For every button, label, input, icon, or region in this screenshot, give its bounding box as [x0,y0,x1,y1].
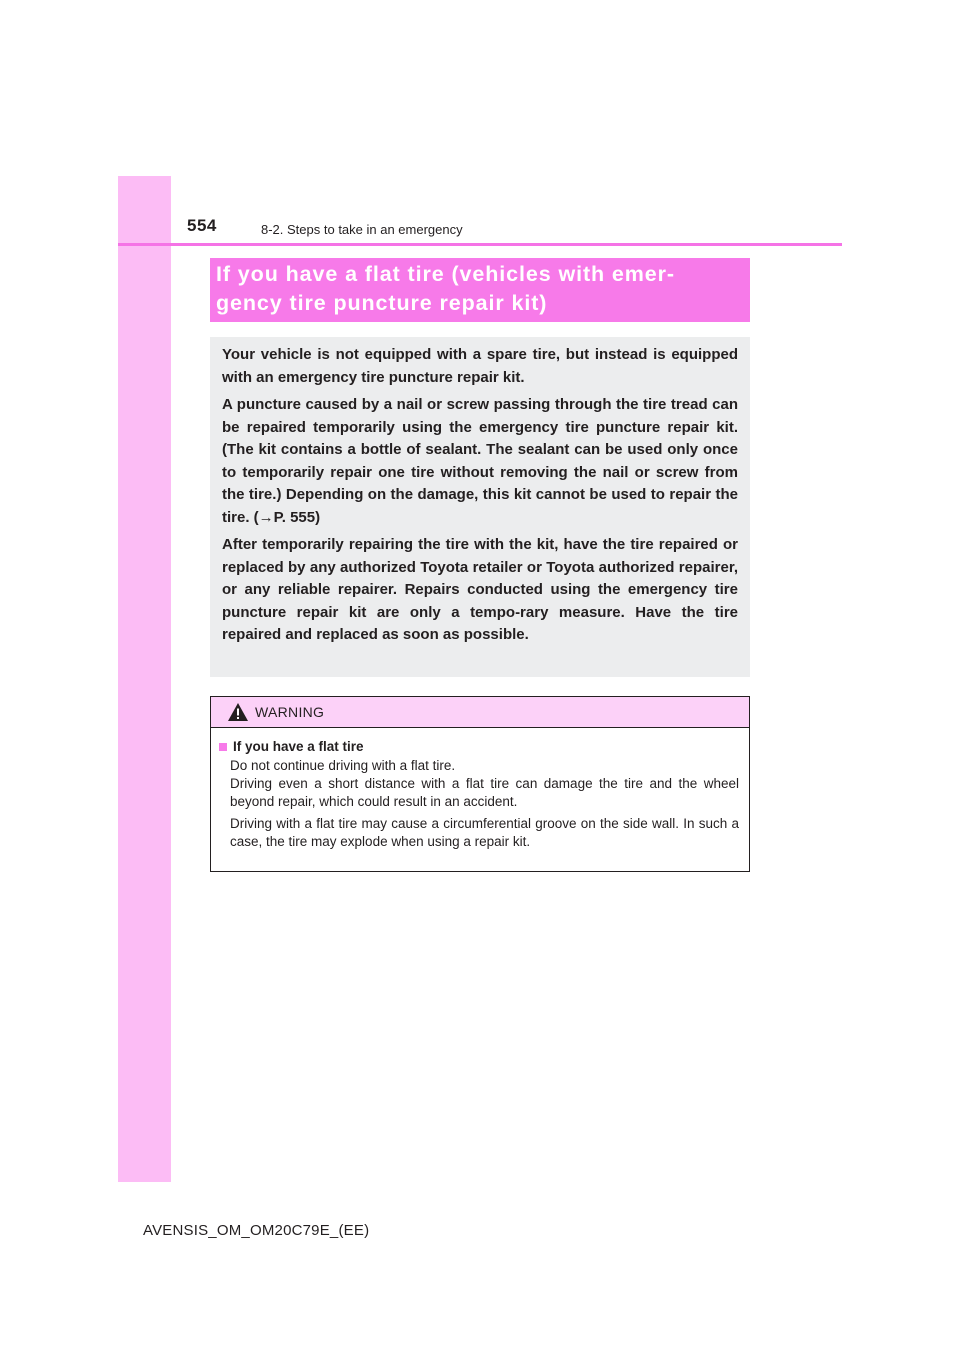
page-number: 554 [187,216,217,235]
warning-box [210,696,750,872]
intro-paragraph-2: A puncture caused by a nail or screw passing through the tire tread can be repaired temporarily using the emergency tire puncture repair kit. (The kit contains a bottle of sealant. The sealant can be used only once to temporarily repair one tire without removing the nail or screw from the tire.) Depending on the damage, this kit cannot be used to repair the tire. (→P. 555) [222,396,738,526]
intro-box [210,337,750,677]
warning-triangle-icon [227,702,249,722]
header-rule [118,243,842,246]
warning-body [211,728,749,851]
warning-heading-text: If you have a flat tire [233,739,364,754]
warning-label: WARNING [255,704,325,720]
warning-text-1 [230,757,739,811]
footer-document-code: AVENSIS_OM_OM20C79E_(EE) [143,1222,370,1239]
section-title [210,258,750,322]
square-bullet-icon [219,743,227,751]
warning-line-2: Driving even a short distance with a flat tire can damage the tire and the wheel beyond repair, which could result in an accident. [230,776,739,809]
chapter-sidebar [118,176,171,1182]
section-title-line-1: If you have a flat tire (vehicles with emer- [216,262,675,286]
warning-heading [219,738,739,756]
warning-line-1: Do not continue driving with a flat tire. [230,758,456,773]
section-title-line-2: gency tire puncture repair kit) [216,291,548,315]
chapter-title: 8-2. Steps to take in an emergency [261,222,463,237]
warning-header [211,697,749,728]
intro-paragraph-1: Your vehicle is not equipped with a spare tire, but instead is equipped with an emergency tire puncture repair kit. [222,346,738,386]
intro-paragraph-3: After temporarily repairing the tire with the kit, have the tire repaired or replaced by any authorized Toyota retailer or Toyota authorized repairer, or any reliable repairer. Repairs conducted using the emergency tire puncture repair kit are only a tempo-rary measure. Have the tire repaired and replaced as soon as possible. [222,536,738,643]
warning-text-2: Driving with a flat tire may cause a circumferential groove on the side wall. In such a case, the tire may explode when using a repair kit. [230,816,739,849]
